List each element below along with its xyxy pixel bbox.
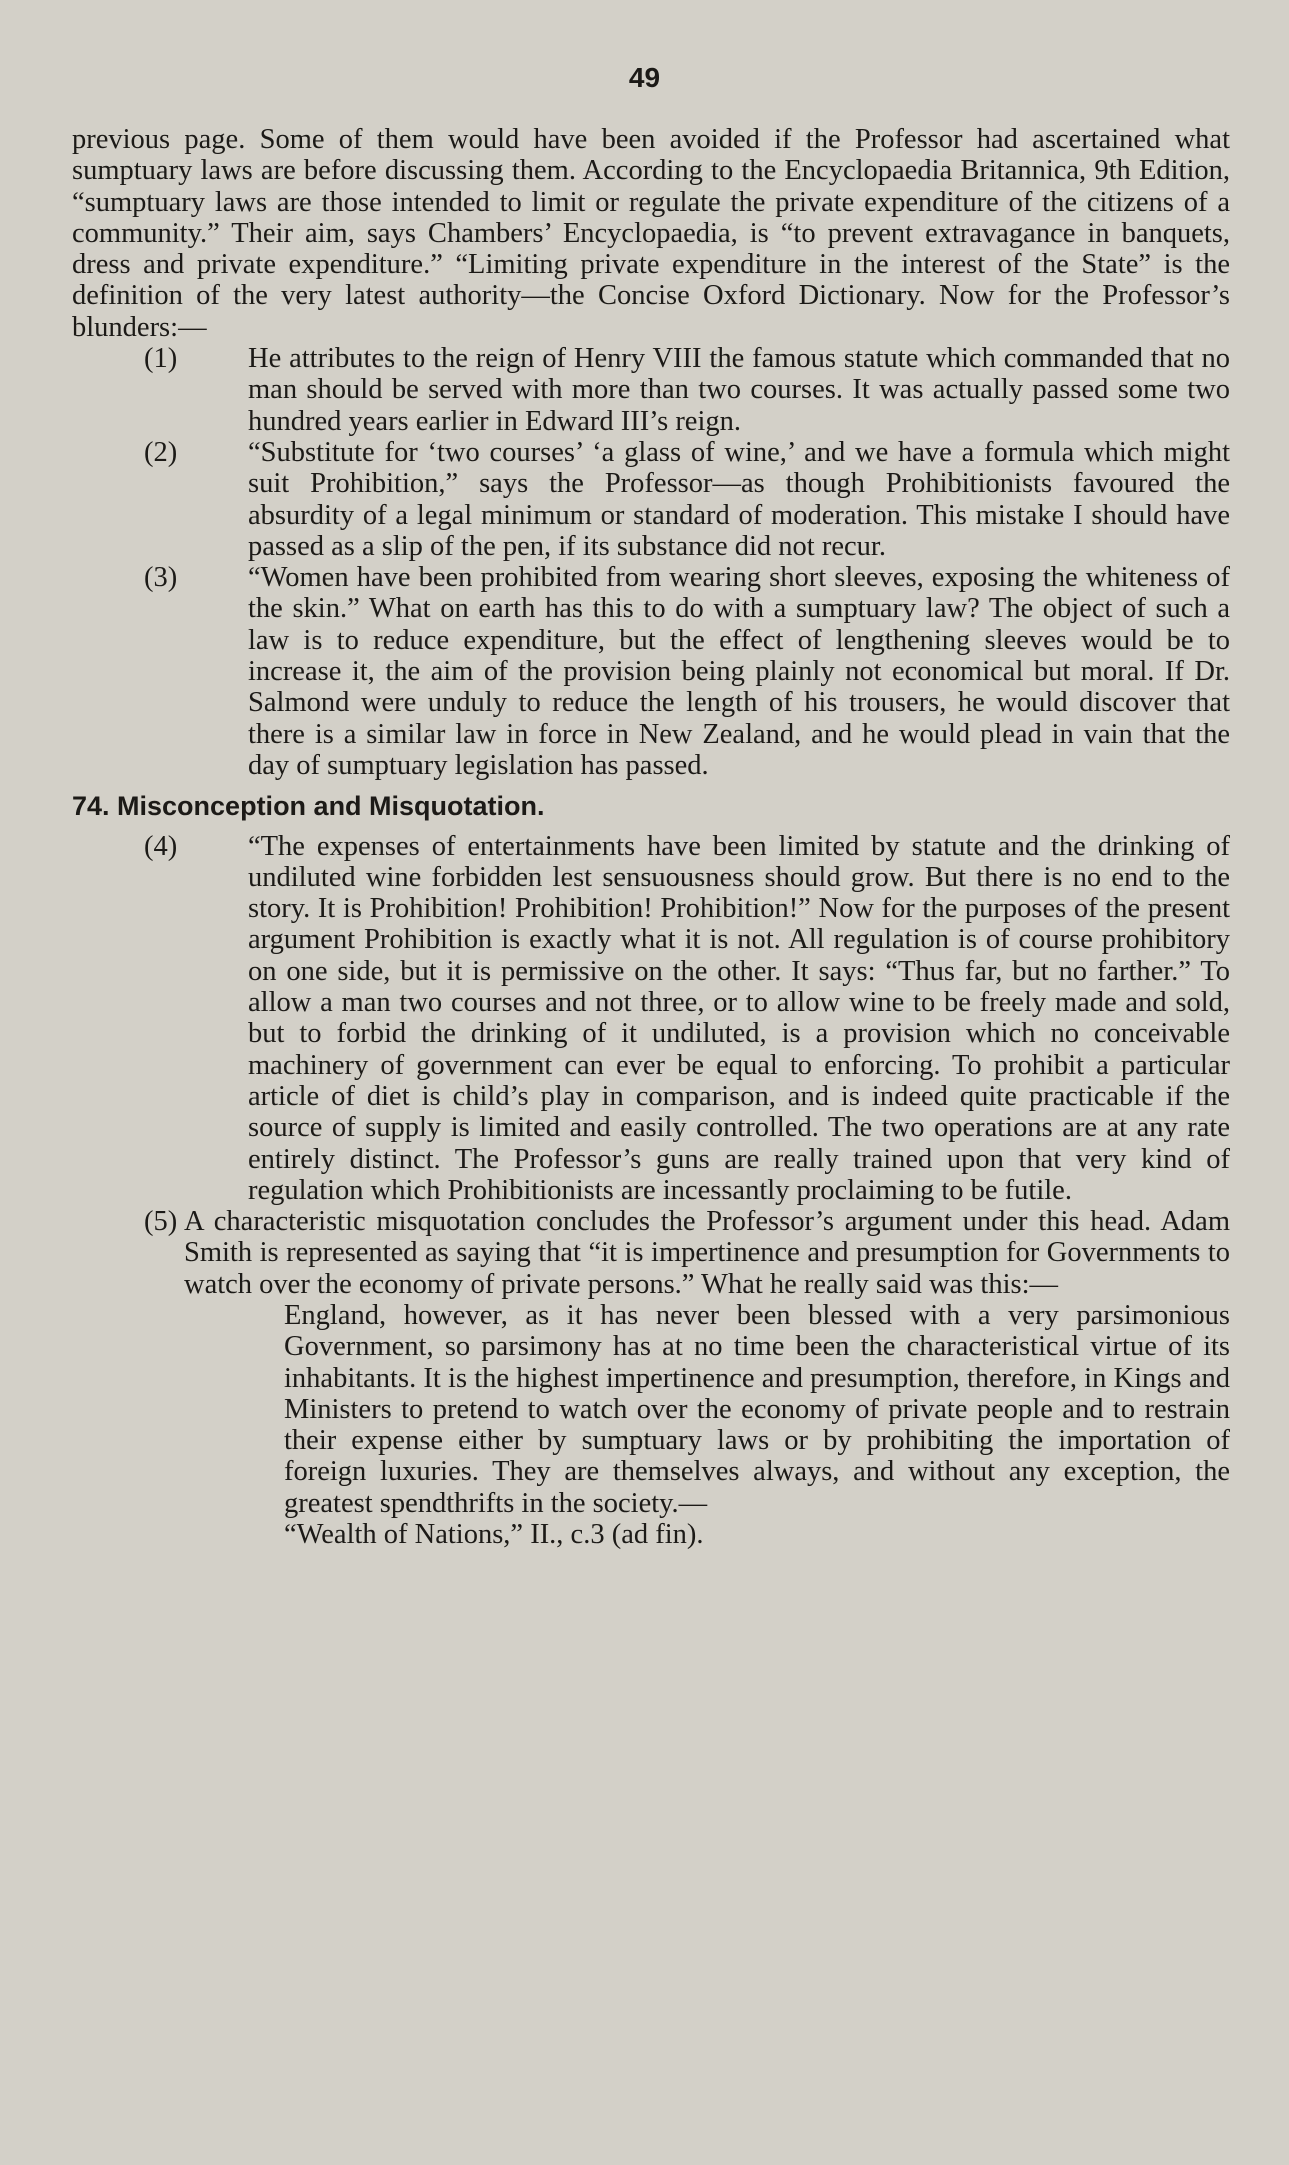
item-text: “The expenses of entertainments have been limited by statute and the drinking of undiluted wine forbidden lest sensuousness should grow. But there is no end to the story. It is Prohibition! Prohibition! Prohibition!” Now for the purposes of the present argument Prohibition is exactly what it is not. All regulation is of course prohibitory on one side, but it is permissive on the other. It says: “Thus far, but no farther.” To allow a man two courses and not three, or to allow wine to be freely made and sold, but to forbid the drinking of it undiluted, is a provision which no conceivable machinery of government can ever be equal to enforcing. To prohibit a particular article of diet is child’s play in comparison, and is indeed quite practicable if the source of supply is limited and easily controlled. The two operations are at any rate entirely distinct. The Professor’s guns are really trained upon that very kind of regulation which Prohibitionists are incessantly proclaiming to be futile.: [248, 830, 1230, 1206]
item-text: He attributes to the reign of Henry VIII the famous statute which commanded that no man should be served with more than two courses. It was actually passed some two hundred years earlier in Edward III’s reign.: [248, 343, 1230, 437]
item-text: “Women have been prohibited from wearing short sleeves, exposing the whiteness of the skin.” What on earth has this to do with a sumptuary law? The object of such a law is to reduce expenditure, but the effect of lengthening sleeves would be to increase it, the aim of the provision being plainly not economical but moral. If Dr. Salmond were unduly to reduce the length of his trousers, he would discover that there is a similar law in force in New Zealand, and he would plead in vain that the day of sumptuary legislation has passed.: [248, 562, 1230, 781]
quotation-citation: “Wealth of Nations,” II., c.3 (ad fin).: [284, 1519, 704, 1551]
page-body: [72, 124, 1230, 1550]
item-number: (1): [144, 343, 178, 375]
item-number: (2): [144, 436, 178, 468]
item-number: (5): [144, 1206, 178, 1238]
item-number: (3): [144, 562, 178, 594]
list-item: [72, 437, 1230, 562]
block-quotation: England, however, as it has never been blessed with a very parsimonious Government, so parsimony has at no time been the characteristical virtue of its inhabitants. It is the highest impertinence and presumption, therefore, in Kings and Ministers to pretend to watch over the economy of private people and to restrain their expense either by sumptuary laws or by prohibiting the importation of foreign luxuries. They are themselves always, and without any exception, the greatest spendthrifts in the society.—: [284, 1299, 1230, 1519]
item-text-inner: A characteristic misquotation concludes the Professor’s argument under this head. Adam Smith is represented as saying that “it is impertinence and presumption for Governments to watch over the economy of private persons.” What he really said was this:—: [184, 1206, 1230, 1300]
list-item: [72, 1206, 1230, 1300]
intro-paragraph: previous page. Some of them would have been avoided if the Professor had ascertained what sumptuary laws are before discussing them. According to the Encyclopaedia Britannica, 9th Edition, “sumptuary laws are those intended to limit or regulate the private expenditure of the citizens of a community.” Their aim, says Chambers’ Encyclopaedia, is “to prevent extravagance in banquets, dress and private expenditure.” “Limiting private expenditure in the interest of the State” is the definition of the very latest authority—the Concise Oxford Dictionary. Now for the Professor’s blunders:—: [72, 124, 1230, 343]
section-heading: 74. Misconception and Misquotation.: [72, 791, 545, 822]
list-item: [72, 562, 1230, 781]
item-text: “Substitute for ‘two courses’ ‘a glass of wine,’ and we have a formula which might suit Prohibition,” says the Professor—as though Prohibitionists favoured the absurdity of a legal minimum or standard of moderation. This mistake I should have passed as a slip of the pen, if its substance did not recur.: [248, 436, 1230, 562]
item-number: (4): [144, 830, 178, 862]
item-text: [184, 1206, 1230, 1300]
list-item: [72, 831, 1230, 1207]
list-item: [72, 343, 1230, 437]
page-number: 49: [628, 62, 661, 93]
